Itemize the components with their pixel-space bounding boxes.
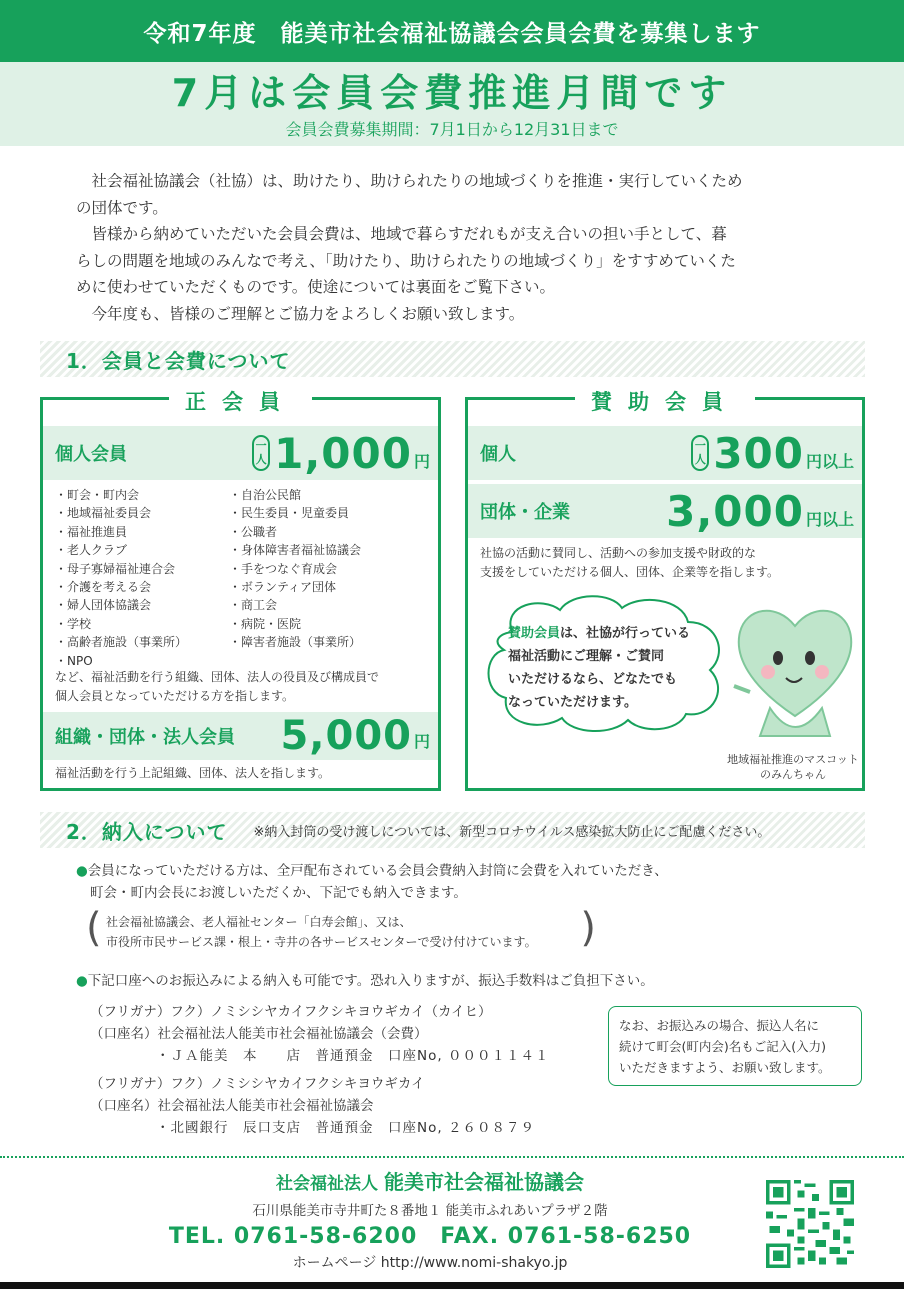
section2-heading bbox=[40, 812, 865, 848]
mascot-heart-icon bbox=[730, 596, 860, 746]
footer-address: 石川県能美市寺井町た８番地１ 能美市ふれあいプラザ２階 bbox=[252, 1203, 608, 1219]
bank-account-1: （フリガナ）フク）ノミシシヤカイフクシキヨウギカイ（カイヒ） （口座名）社会福祉法人能美市社会福祉協議会（会費） ・ＪＡ能美 本 店 普通預金 口座No, ０００１１４１ bbox=[90, 1004, 550, 1064]
list-item: ・商工会 bbox=[229, 598, 278, 613]
intro-p2a: 皆様から納めていただいた会員会費は、地域で暮らすだれもが支え合いの担い手として、暮 bbox=[91, 225, 727, 243]
supporting-member-box bbox=[465, 390, 865, 791]
section1-heading bbox=[40, 341, 865, 377]
individual-member-description: など、福祉活動を行う組織、団体、法人の役員及び構成員で 個人会員となっていただける方を指します。 bbox=[55, 670, 380, 703]
supporting-member-title: 賛助会員 bbox=[575, 390, 755, 414]
individual-member-fee: 1,000 bbox=[274, 428, 412, 478]
section2-note: ※納入封筒の受け渡しについては、新型コロナウイルス感染拡大防止にご配慮ください。 bbox=[253, 824, 771, 840]
list-item: ・民生委員・児童委員 bbox=[229, 506, 350, 521]
yen-or-more-unit: 円以上 bbox=[805, 452, 854, 471]
supporting-corp-row bbox=[468, 484, 862, 538]
yen-unit: 円 bbox=[413, 452, 430, 471]
list-item: ・ボランティア団体 bbox=[229, 580, 337, 595]
intro-p1a: 社会福祉協議会（社協）は、助けたり、助けられたりの地域づくりを推進・実行していくため bbox=[91, 172, 743, 190]
footer-divider bbox=[0, 1156, 904, 1158]
intro-p3: 今年度も、皆様のご理解とご協力をよろしくお願い致します。 bbox=[91, 304, 525, 323]
footer bbox=[120, 1170, 740, 1274]
per-person-mark: 一 人 bbox=[252, 435, 270, 471]
intro-text bbox=[76, 168, 836, 327]
qr-code-icon[interactable] bbox=[766, 1180, 854, 1268]
banner-title: 令和7年度 能美市社会福祉協議会会員会費を募集します bbox=[143, 20, 761, 47]
section2-title: 2．納入について bbox=[66, 819, 228, 844]
supporting-corp-label: 団体・企業 bbox=[480, 502, 570, 523]
yen-or-more-unit: 円以上 bbox=[805, 510, 854, 529]
supporting-description: 社協の活動に賛同し、活動への参加支援や財政的な 支援をしていただける個人、団体、企業等を指します。 bbox=[480, 546, 780, 579]
list-item: ・自治公民館 bbox=[229, 488, 302, 502]
intro-p2c: めに使わせていただくものです。使途については裏面をご覧下さい。 bbox=[76, 278, 555, 296]
individual-fee-row bbox=[43, 426, 438, 480]
regular-member-title: 正会員 bbox=[169, 390, 312, 414]
list-item: ・老人クラブ bbox=[55, 543, 128, 558]
bank-account-2: （フリガナ）フク）ノミシシヤカイフクシキヨウギカイ （口座名）社会福祉法人能美市社会福祉協議会 ・北國銀行 辰口支店 普通預金 口座No, ２６０８７９ bbox=[90, 1076, 535, 1136]
mascot-caption: 地域福祉推進のマスコット のみんちゃん bbox=[727, 753, 859, 781]
list-item: ・手をつなぐ育成会 bbox=[229, 561, 338, 576]
top-banner bbox=[0, 0, 904, 62]
per-person-mark: 一 人 bbox=[691, 435, 709, 471]
supporting-individual-label: 個人 bbox=[480, 444, 516, 465]
payment-info-2: ●下記口座へのお振込みによる納入も可能です。恐れ入りますが、振込手数料はご負担下さい。 bbox=[76, 973, 654, 989]
list-item: ・地域福祉委員会 bbox=[55, 506, 152, 521]
corp-fee-row bbox=[43, 712, 438, 760]
list-item: ・身体障害者福祉協議会 bbox=[229, 543, 362, 558]
supporting-individual-row bbox=[468, 426, 862, 480]
yen-unit: 円 bbox=[413, 732, 430, 751]
list-item: ・母子寡婦福祉連合会 bbox=[55, 561, 176, 576]
corp-member-label: 組織・団体・法人会員 bbox=[55, 727, 235, 748]
intro-p1b: の団体です。 bbox=[76, 198, 168, 217]
reception-places: ( 社会福祉協議会、老人福祉センター「白寿会館」、又は、 市役所市民サービス課・根上・寺井の各サービスセンターで受け付けています。 ) bbox=[86, 905, 596, 951]
list-item: ・福祉推進員 bbox=[55, 524, 128, 539]
footer-org: 社会福祉法人 能美市社会福祉協議会 bbox=[276, 1170, 584, 1194]
headline: 7月は会員会費推進月間です bbox=[171, 71, 733, 115]
sub-banner bbox=[0, 62, 904, 146]
footer-website[interactable]: ホームページ http://www.nomi-shakyo.jp bbox=[292, 1255, 568, 1271]
corp-member-fee: 5,000 bbox=[280, 713, 412, 759]
list-item: ・介護を考える会 bbox=[55, 580, 152, 595]
list-item: ・婦人団体協議会 bbox=[55, 598, 152, 613]
individual-member-label: 個人会員 bbox=[55, 444, 127, 465]
footer-phone: TEL. 0761-58-6200 FAX. 0761-58-6250 bbox=[168, 1224, 692, 1249]
list-item: ・公職者 bbox=[229, 524, 278, 539]
section1-title: 1．会員と会費について bbox=[66, 348, 291, 373]
list-item: ・病院・医院 bbox=[229, 616, 302, 631]
speech-bubble-text: 賛助会員は、社協が行っている 福祉活動にご理解・ご賛同 いただけるなら、どなたでも なっていただけます。 bbox=[508, 626, 691, 710]
regular-member-box bbox=[40, 390, 441, 791]
list-item: ・町会・町内会 bbox=[55, 488, 140, 502]
bottom-bar bbox=[0, 1282, 904, 1289]
transfer-notice: なお、お振込みの場合、振込人名に 続けて町会(町内会)名もご記入(入力) いただきますよう、お願い致します。 bbox=[608, 1006, 862, 1086]
supporting-individual-fee: 300 bbox=[713, 428, 804, 478]
list-item: ・NPO bbox=[55, 653, 93, 668]
recruitment-period: 会員会費募集期間：7月1日から12月31日まで bbox=[285, 120, 619, 139]
list-item: ・高齢者施設（事業所） bbox=[55, 635, 188, 650]
intro-p2b: らしの問題を地域のみんなで考え、「助けたり、助けられたりの地域づくり」をすすめていくた bbox=[76, 251, 736, 270]
payment-info-1: ●会員になっていただける方は、全戸配布されている会員会費納入封筒に会費を入れていただき、 町会・町内会長にお渡しいただくか、下記でも納入できます。 bbox=[76, 863, 668, 901]
list-item: ・学校 bbox=[55, 616, 92, 631]
list-item: ・障害者施設（事業所） bbox=[229, 635, 362, 650]
corp-member-description: 福祉活動を行う上記組織、団体、法人を指します。 bbox=[55, 766, 331, 780]
supporting-corp-fee: 3,000 bbox=[666, 486, 804, 536]
